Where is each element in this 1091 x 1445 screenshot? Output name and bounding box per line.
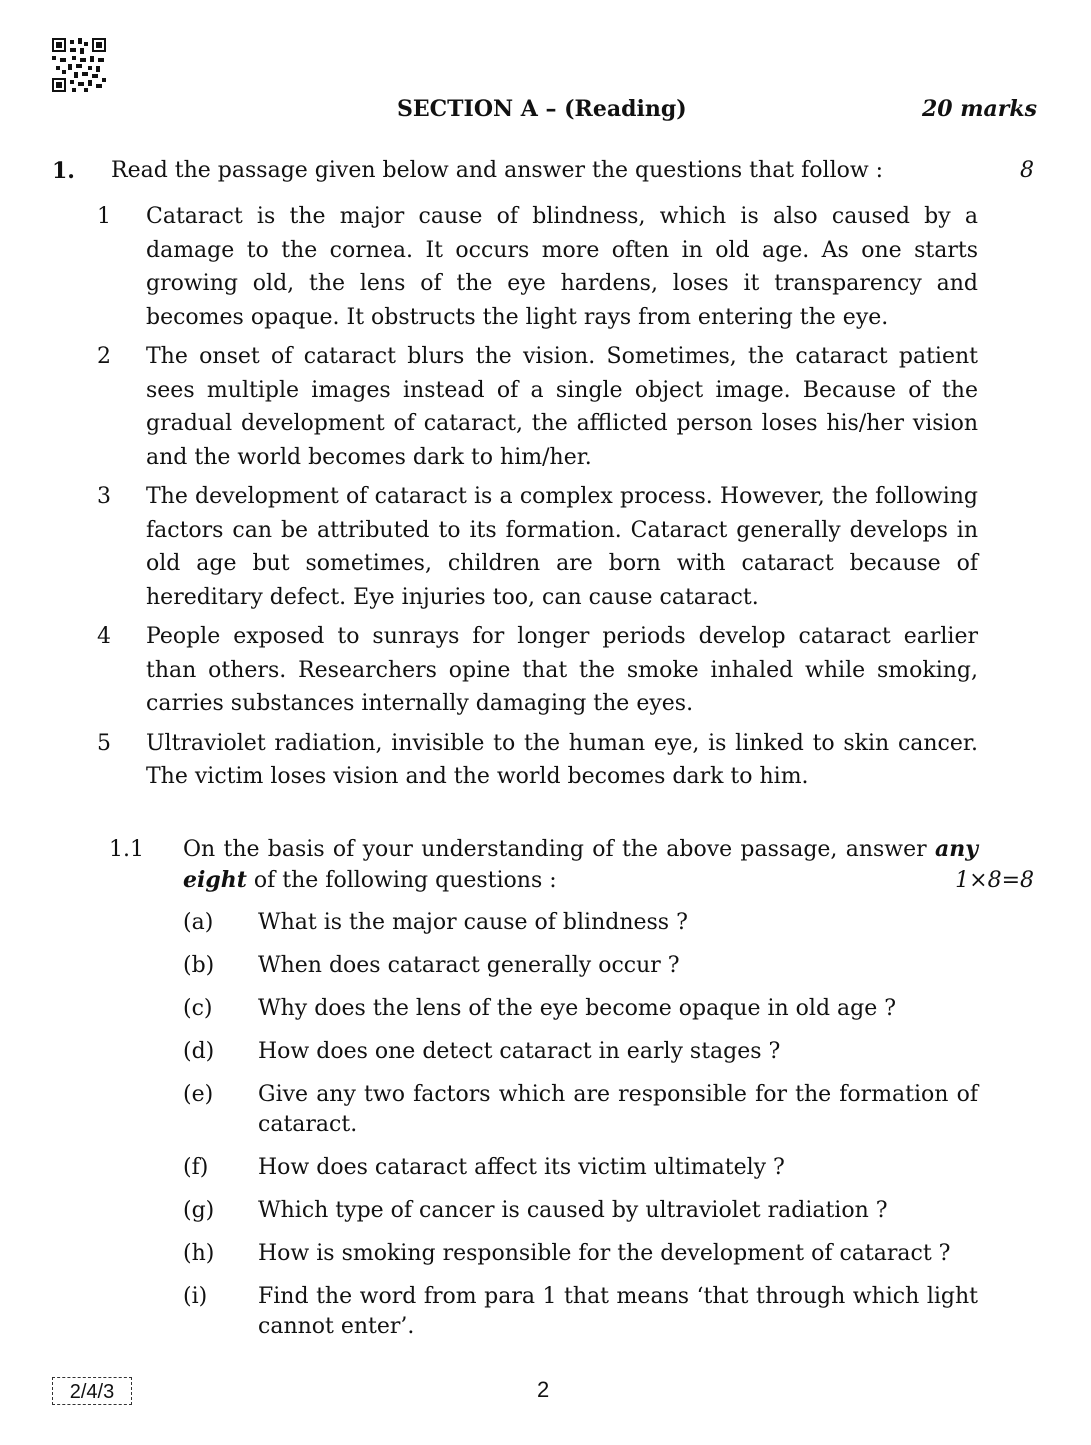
sub-question-emphasis: any eight — [183, 836, 978, 893]
question-text: Which type of cancer is caused by ultraviolet radiation ? — [258, 1198, 888, 1223]
paragraph-text: Ultraviolet radiation, invisible to the human eye, is linked to skin cancer. The victim loses vision and the world becomes dark to him. — [146, 730, 978, 789]
question-text: When does cataract generally occur ? — [258, 953, 680, 978]
paragraph-text: Cataract is the major cause of blindness, which is also caused by a damage to the cornea. It occurs more often in old age. As one starts growing old, the lens of the eye hardens, loses it transparency and becomes opaque. It obstructs the light rays from entering the eye. — [146, 204, 978, 330]
question-item — [0, 1080, 1091, 1140]
question-item — [0, 994, 1091, 1024]
question-label: (f) — [183, 1155, 209, 1180]
question-label: (i) — [183, 1284, 208, 1309]
question-text: How is smoking responsible for the development of cataract ? — [258, 1241, 951, 1266]
paragraph-text: The onset of cataract blurs the vision. Sometimes, the cataract patient sees multiple images instead of a single object image. Because of the gradual development of cataract, the afflicted person loses his/her vision and the world becomes dark to him/her. — [146, 344, 978, 470]
question-item — [0, 1196, 1091, 1226]
page-number: 2 — [537, 1377, 550, 1402]
question-label: (c) — [183, 996, 213, 1021]
question-text: Give any two factors which are responsible for the formation of cataract. — [258, 1082, 978, 1137]
question-marks: 8 — [1020, 158, 1034, 183]
question-item — [0, 1153, 1091, 1183]
paragraph-text: The development of cataract is a complex process. However, the following factors can be attributed to its formation. Cataract generally develops in old age but sometimes, children are born with cataract because of hereditary defect. Eye injuries too, can cause cataract. — [146, 484, 978, 610]
passage-paragraph — [0, 727, 1091, 794]
passage-paragraph — [0, 480, 1091, 614]
paragraph-number: 3 — [97, 484, 111, 509]
sub-question-marks: 1×8=8 — [955, 868, 1034, 893]
paragraph-number: 5 — [97, 730, 111, 756]
paragraph-number: 1 — [97, 204, 111, 229]
passage-paragraph — [0, 200, 1091, 334]
reading-passage — [0, 200, 1091, 800]
section-title: SECTION A – (Reading) — [397, 96, 687, 122]
question-label: (d) — [183, 1039, 215, 1064]
question-item — [0, 951, 1091, 981]
question-text: What is the major cause of blindness ? — [258, 910, 688, 935]
passage-paragraph — [0, 340, 1091, 474]
question-item — [0, 1282, 1091, 1342]
sub-question-1-1 — [0, 834, 1091, 896]
question-label: (b) — [183, 953, 215, 978]
question-number: 1. — [52, 158, 75, 184]
question-item — [0, 1037, 1091, 1067]
question-text: How does cataract affect its victim ultimately ? — [258, 1155, 785, 1180]
question-item — [0, 1239, 1091, 1269]
question-label: (h) — [183, 1241, 215, 1266]
question-item — [0, 908, 1091, 938]
question-instruction: Read the passage given below and answer the questions that follow : — [111, 158, 884, 183]
question-label: (a) — [183, 910, 214, 935]
question-label: (e) — [183, 1082, 214, 1107]
paper-code: 2/4/3 — [52, 1377, 132, 1405]
section-marks: 20 marks — [921, 96, 1037, 122]
sub-question-number: 1.1 — [109, 837, 144, 862]
sub-question-text — [183, 834, 978, 896]
question-label: (g) — [183, 1198, 215, 1223]
question-text: Why does the lens of the eye become opaque in old age ? — [258, 996, 897, 1021]
sub-question-text-after: of the following questions : — [246, 868, 557, 893]
question-text: Find the word from para 1 that means ‘that through which light cannot enter’. — [258, 1284, 978, 1339]
paragraph-number: 2 — [97, 344, 111, 369]
paragraph-number: 4 — [97, 624, 111, 649]
paragraph-text: People exposed to sunrays for longer periods develop cataract earlier than others. Researchers opine that the smoke inhaled while smoking, carries substances internally damaging the eyes. — [146, 624, 978, 716]
passage-paragraph — [0, 620, 1091, 721]
sub-question-text-before: On the basis of your understanding of the above passage, answer — [183, 837, 935, 862]
question-text: How does one detect cataract in early stages ? — [258, 1039, 781, 1064]
qr-code-icon — [52, 38, 106, 92]
section-header — [0, 96, 1091, 126]
